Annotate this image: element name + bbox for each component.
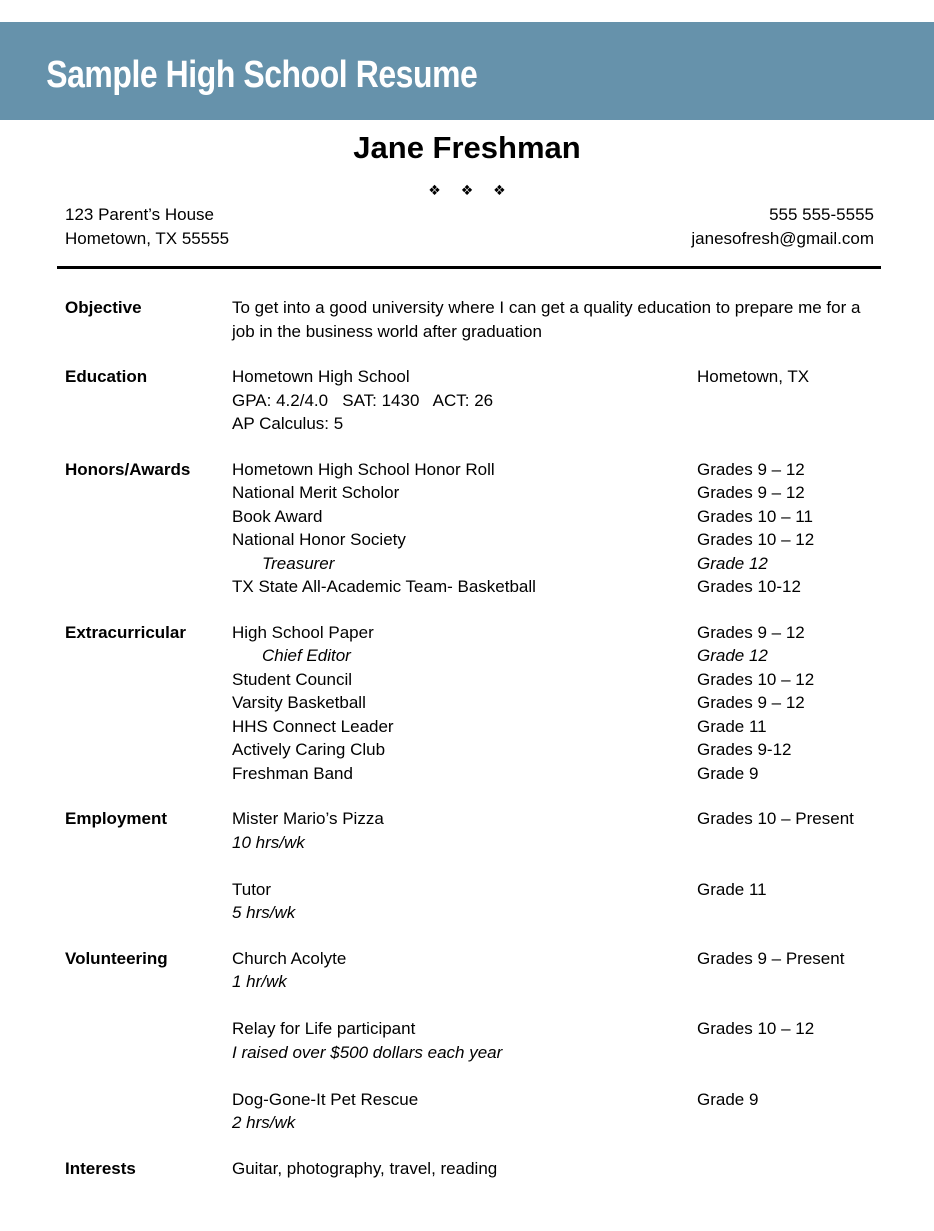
section-education [65,365,875,436]
education-school: Hometown High School [232,367,410,386]
extracurricular-row [232,762,875,786]
section-employment [65,807,875,925]
honor-name: Hometown High School Honor Roll [232,459,495,479]
diamond-ornament-icon: ❖ ❖ ❖ [428,182,506,198]
section-label-employment: Employment [65,809,168,828]
resume-name: Jane Freshman [353,130,581,165]
honors-row [232,575,875,599]
contact-address [65,203,229,251]
volunteering-detail: I raised over $500 dollars each year [232,1042,503,1062]
employment-hours: 5 hrs/wk [232,903,296,922]
volunteer-activity: Dog-Gone-It Pet Rescue [232,1089,419,1109]
extracurricular-row [232,691,875,715]
volunteering-entry [232,1088,875,1135]
volunteering-hours: 2 hrs/wk [232,1113,296,1132]
volunteering-row [232,947,875,971]
extracurricular-row [232,668,875,692]
section-label-objective: Objective [65,298,142,317]
extracurricular-row [232,738,875,762]
activity-name: Freshman Band [232,763,353,783]
volunteering-row [232,1017,875,1041]
section-label-extracurricular: Extracurricular [65,622,186,642]
extracurricular-subrow [232,644,875,668]
employment-grade: Grades 10 – Present [697,809,854,828]
address-line-1: 123 Parent’s House [65,205,215,224]
activity-grade: Grades 9 – 12 [697,622,805,642]
section-objective [65,296,875,343]
honor-name: Book Award [232,506,323,526]
education-location: Hometown, TX [697,367,810,386]
activity-name: High School Paper [232,622,374,642]
honors-row [232,481,875,505]
honor-grade: Grades 9 – 12 [697,483,805,502]
honor-name: National Merit Scholor [232,483,400,502]
section-volunteering [65,947,875,1135]
activity-grade: Grade 11 [697,716,767,736]
page-title: Sample High School Resume [46,53,478,96]
activity-grade: Grades 9-12 [697,740,792,759]
honor-grade: Grade 12 [697,553,768,573]
volunteer-activity: Relay for Life participant [232,1019,416,1038]
email-address: janesofresh@gmail.com [691,229,874,248]
employment-row [232,878,875,902]
volunteering-entry [232,947,875,994]
section-extracurricular [65,621,875,786]
honors-row [232,528,875,552]
banner [0,22,934,120]
education-scores: GPA: 4.2/4.0 SAT: 1430 ACT: 26 [232,390,494,410]
volunteering-entry [232,1017,875,1064]
resume-body [0,296,934,1180]
activity-grade: Grades 10 – 12 [697,669,815,689]
activity-name: Actively Caring Club [232,740,386,759]
activity-role: Chief Editor [262,646,351,665]
section-label-education: Education [65,367,148,386]
education-row [232,365,875,389]
education-ap: AP Calculus: 5 [232,414,344,433]
extracurricular-row [232,621,875,645]
volunteering-grade: Grades 9 – Present [697,948,845,968]
honor-grade: Grades 9 – 12 [697,459,805,479]
activity-grade: Grade 12 [697,646,768,665]
employment-entry [232,878,875,925]
activity-grade: Grades 9 – 12 [697,693,805,712]
header-divider [57,266,881,269]
activity-name: Varsity Basketball [232,693,366,712]
honor-grade: Grades 10-12 [697,577,801,596]
section-interests [65,1157,875,1181]
honors-row [232,505,875,529]
honor-name: TX State All-Academic Team- Basketball [232,577,536,596]
objective-text: To get into a good university where I can get a quality education to prepare me for a job in the business world after graduation [232,298,861,341]
volunteering-grade: Grades 10 – 12 [697,1019,815,1038]
honors-row [232,458,875,482]
employment-grade: Grade 11 [697,879,767,899]
honor-role: Treasurer [262,553,335,573]
section-honors [65,458,875,599]
honor-grade: Grades 10 – 11 [697,506,813,526]
volunteer-activity: Church Acolyte [232,948,347,968]
activity-name: Student Council [232,669,353,689]
section-label-honors: Honors/Awards [65,459,191,479]
honors-subrow [232,552,875,576]
interests-text: Guitar, photography, travel, reading [232,1158,498,1178]
employment-hours: 10 hrs/wk [232,832,305,852]
education-row [232,412,875,436]
volunteering-row [232,1088,875,1112]
address-line-2: Hometown, TX 55555 [65,229,230,248]
employer-name: Mister Mario’s Pizza [232,809,384,828]
employment-entry [232,807,875,854]
honor-grade: Grades 10 – 12 [697,530,815,549]
employment-row [232,807,875,831]
activity-grade: Grade 9 [697,763,759,783]
honor-name: National Honor Society [232,530,406,549]
volunteering-hours: 1 hr/wk [232,972,287,991]
volunteering-grade: Grade 9 [697,1089,759,1109]
education-row [232,389,875,413]
extracurricular-row [232,715,875,739]
activity-name: HHS Connect Leader [232,716,394,736]
section-label-volunteering: Volunteering [65,948,168,968]
contact-block [0,203,934,251]
section-label-interests: Interests [65,1158,136,1178]
phone-number: 555 555-5555 [769,205,874,224]
employer-name: Tutor [232,879,272,899]
contact-phone-email [691,203,874,251]
